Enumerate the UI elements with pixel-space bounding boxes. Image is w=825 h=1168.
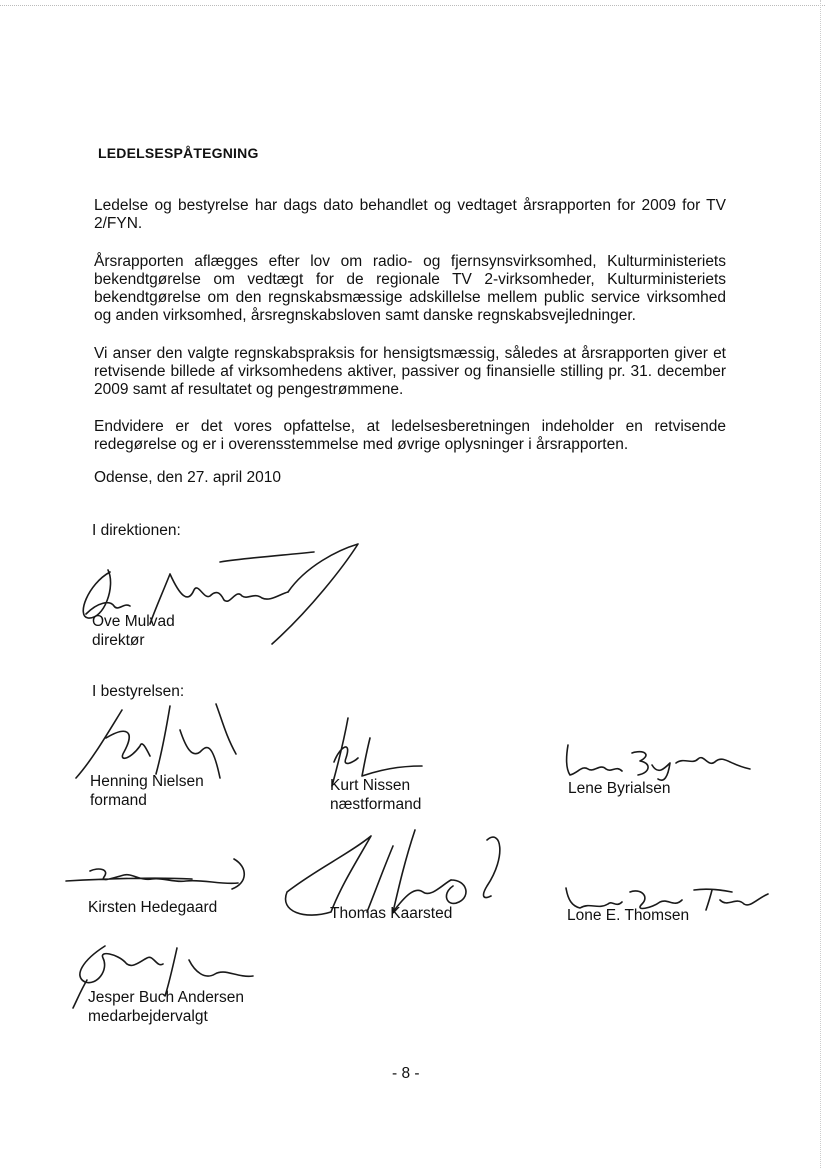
signatory-name: Kurt Nissen xyxy=(330,777,411,794)
signatory-role: formand xyxy=(90,792,147,809)
page-number: - 8 - xyxy=(392,1065,420,1082)
signature-lene-byrialsen xyxy=(560,735,760,785)
signatory-name: Kirsten Hedegaard xyxy=(88,899,218,916)
document-heading: LEDELSESPÅTEGNING xyxy=(98,145,259,161)
page-edge-right xyxy=(820,0,821,1168)
signatory-name: Lene Byrialsen xyxy=(568,780,671,797)
signatory-role: næstformand xyxy=(330,796,422,813)
signatory-name: Jesper Buch Andersen xyxy=(88,989,244,1006)
signatory-role: medarbejdervalgt xyxy=(88,1008,208,1025)
paragraph-3: Vi anser den valgte regnskabspraksis for hensigtsmæssig, således at årsrapporten giver et retvisende billede af virksomhedens aktiver, passiver og finansielle stilling pr. 31. december 2009 samt af resultatet og pengestrømmene. xyxy=(94,345,726,398)
paragraph-1: Ledelse og bestyrelse har dags dato behandlet og vedtaget årsrapporten for 2009 for TV 2/FYN. xyxy=(94,197,726,232)
bestyrelse-label: I bestyrelsen: xyxy=(92,683,185,700)
signatory-name: Thomas Kaarsted xyxy=(330,905,453,922)
paragraph-2: Årsrapporten aflægges efter lov om radio- og fjernsynsvirksomhed, Kulturministeriets bekendtgørelse om vedtægt for de regionale TV 2-virksomheder, Kulturministeriets bekendtgørelse om den regnskabsmæssige adskillelse mellem public service virksomhed og anden virksomhed, årsregnskabsloven samt danske regnskabsvejledninger. xyxy=(94,253,726,324)
signatory-name: Henning Nielsen xyxy=(90,773,204,790)
page-edge-top xyxy=(0,5,825,6)
direktion-label: I direktionen: xyxy=(92,522,181,539)
signature-kirsten-hedegaard xyxy=(62,855,252,895)
place-and-date: Odense, den 27. april 2010 xyxy=(94,469,281,486)
signatory-role: direktør xyxy=(92,632,145,649)
signatory-name: Lone E. Thomsen xyxy=(567,907,690,924)
signatory-name: Ove Mulvad xyxy=(92,613,175,630)
paragraph-4: Endvidere er det vores opfattelse, at ledelsesberetningen indeholder en retvisende redegørelse og er i overensstemmelse med øvrige oplysninger i årsrapporten. xyxy=(94,418,726,453)
